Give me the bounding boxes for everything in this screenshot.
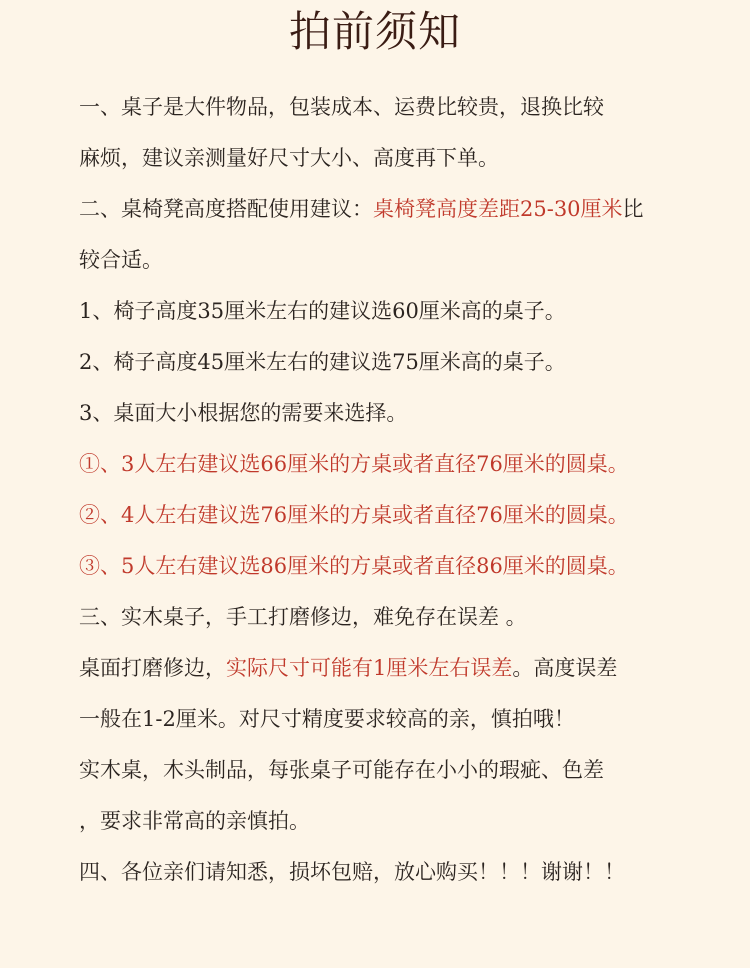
line-text: 实木桌，木头制品，每张桌子可能存在小小的瑕疵、色差 bbox=[79, 758, 604, 782]
line-text: 比 bbox=[622, 197, 644, 221]
notice-line bbox=[79, 592, 719, 643]
line-text: 三、实木桌子，手工打磨修边，难免存在误差 。 bbox=[79, 605, 527, 629]
notice-line bbox=[79, 82, 719, 133]
line-text: 一、桌子是大件物品，包装成本、运费比较贵，退换比较 bbox=[79, 95, 604, 119]
line-text: 3、桌面大小根据您的需要来选择。 bbox=[79, 401, 408, 425]
line-text: 一般在1-2厘米。对尺寸精度要求较高的亲，慎拍哦！ bbox=[79, 707, 575, 731]
highlight-text: 实际尺寸可能有1厘米左右误差 bbox=[226, 656, 513, 680]
highlight-text: ③、5人左右建议选86厘米的方桌或者直径86厘米的圆桌。 bbox=[79, 554, 629, 578]
line-text: 四、各位亲们请知悉，损坏包赔，放心购买！！！谢谢！！ bbox=[79, 860, 625, 884]
line-text: 。高度误差 bbox=[512, 656, 618, 680]
notice-line bbox=[79, 388, 719, 439]
notice-line bbox=[79, 184, 719, 235]
notice-line bbox=[79, 694, 719, 745]
notice-line bbox=[79, 439, 719, 490]
notice-line bbox=[79, 847, 719, 898]
notice-line bbox=[79, 490, 719, 541]
line-text: 麻烦，建议亲测量好尺寸大小、高度再下单。 bbox=[79, 146, 499, 170]
notice-line bbox=[79, 643, 719, 694]
line-text: 较合适。 bbox=[79, 248, 163, 272]
notice-line bbox=[79, 796, 719, 847]
notice-line bbox=[79, 337, 719, 388]
notice-line bbox=[79, 541, 719, 592]
notice-line bbox=[79, 745, 719, 796]
highlight-text: 桌椅凳高度差距25-30厘米 bbox=[373, 197, 623, 221]
line-text: 桌面打磨修边， bbox=[79, 656, 226, 680]
highlight-text: ①、3人左右建议选66厘米的方桌或者直径76厘米的圆桌。 bbox=[79, 452, 629, 476]
line-text: ，要求非常高的亲慎拍。 bbox=[79, 809, 310, 833]
line-text: 2、椅子高度45厘米左右的建议选75厘米高的桌子。 bbox=[79, 350, 566, 374]
line-text: 1、椅子高度35厘米左右的建议选60厘米高的桌子。 bbox=[79, 299, 566, 323]
notice-line bbox=[79, 235, 719, 286]
notice-line bbox=[79, 286, 719, 337]
notice-content bbox=[79, 82, 719, 898]
notice-line bbox=[79, 133, 719, 184]
page-title: 拍前须知 bbox=[288, 7, 461, 56]
highlight-text: ②、4人左右建议选76厘米的方桌或者直径76厘米的圆桌。 bbox=[79, 503, 629, 527]
line-text: 二、桌椅凳高度搭配使用建议： bbox=[79, 197, 373, 221]
